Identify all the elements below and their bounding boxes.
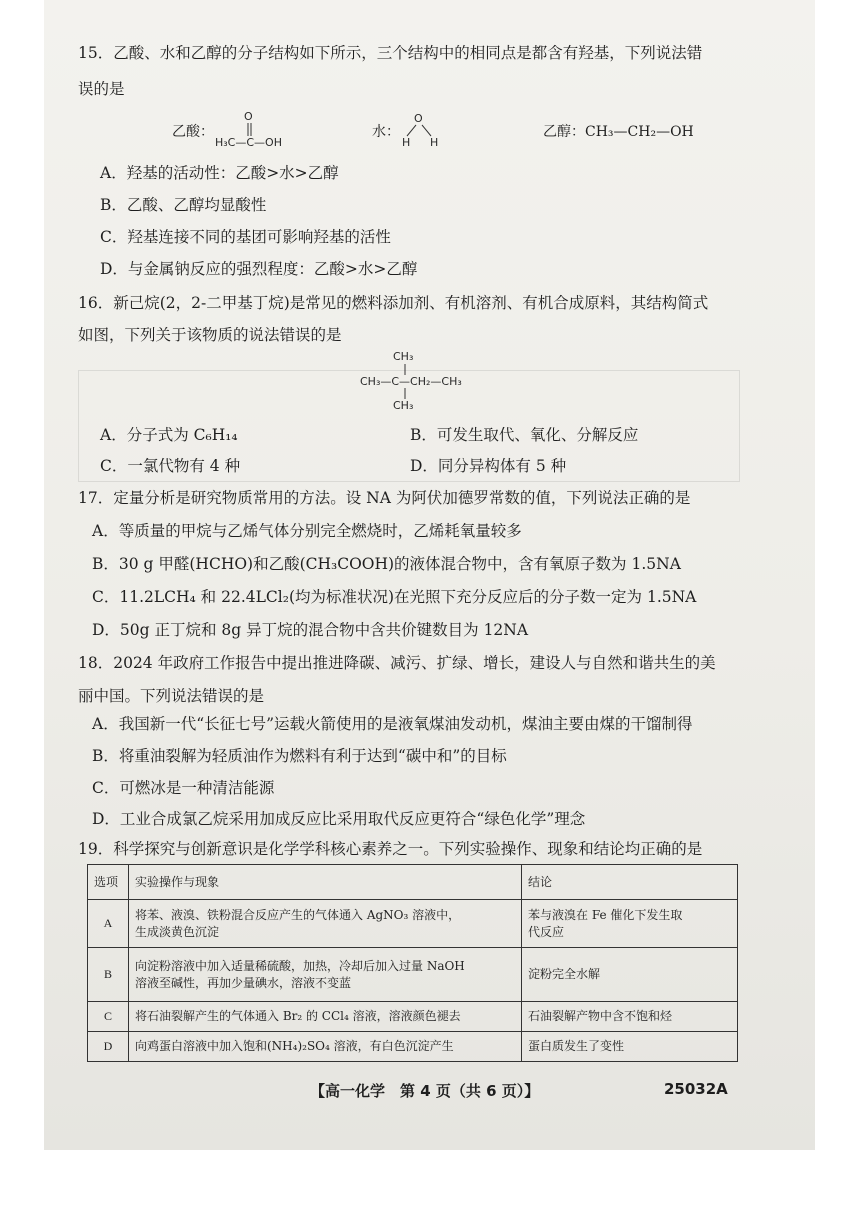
q19-stem-line1: 19．科学探究与创新意识是化学学科核心素养之一。下列实验操作、现象和结论均正确的是 xyxy=(78,840,703,858)
row-conclusion: 石油裂解产物中含不饱和烃 xyxy=(522,1002,738,1032)
page-footer-label: 【高一化学 第 4 页（共 6 页）】 xyxy=(310,1082,540,1100)
row-conclusion xyxy=(522,900,738,948)
table-row xyxy=(88,948,738,1002)
table-header-row xyxy=(88,865,738,900)
q16-stem-line1: 16．新己烷(2，2-二甲基丁烷)是常见的燃料添加剂、有机溶剂、有机合成原料，其结构简式 xyxy=(78,294,709,312)
q16-stem-line2: 如图，下列关于该物质的说法错误的是 xyxy=(78,326,342,344)
row-operation: 向鸡蛋白溶液中加入饱和(NH₄)₂SO₄ 溶液，有白色沉淀产生 xyxy=(129,1032,522,1062)
acetic-acid-double-bond xyxy=(245,123,255,137)
row-conclusion-line: 代反应 xyxy=(528,924,565,939)
row-operation: 将石油裂解产生的气体通入 Br₂ 的 CCl₄ 溶液，溶液颜色褪去 xyxy=(129,1002,522,1032)
water-h-right: H xyxy=(430,136,439,149)
acetic-acid-label: 乙酸： xyxy=(172,124,214,140)
row-operation-line: 向淀粉溶液中加入适量稀硫酸，加热，冷却后加入过量 NaOH xyxy=(135,958,465,973)
water-o: O xyxy=(414,112,423,125)
row-conclusion: 蛋白质发生了变性 xyxy=(522,1032,738,1062)
acetic-acid-chain: H₃C—C—OH xyxy=(215,136,282,149)
header-option: 选项 xyxy=(88,865,129,900)
row-operation-line: 生成淡黄色沉淀 xyxy=(135,924,220,939)
table-row xyxy=(88,1002,738,1032)
header-operation: 实验操作与现象 xyxy=(129,865,522,900)
row-operation-line: 将苯、液溴、铁粉混合反应产生的气体通入 AgNO₃ 溶液中， xyxy=(135,907,461,922)
row-option: B xyxy=(88,948,129,1002)
q15-stem-line2: 误的是 xyxy=(78,80,125,98)
q16-option-a: A．分子式为 C₆H₁₄ xyxy=(100,426,238,444)
row-conclusion: 淀粉完全水解 xyxy=(522,948,738,1002)
q18-option-a: A．我国新一代“长征七号”运载火箭使用的是液氧煤油发动机，煤油主要由煤的干馏制得 xyxy=(92,715,693,733)
exam-code: 25032A xyxy=(664,1080,728,1098)
q15-option-a: A．羟基的活动性：乙酸>水>乙醇 xyxy=(100,164,339,182)
q17-option-d: D．50g 正丁烷和 8g 异丁烷的混合物中含共价键数目为 12NA xyxy=(92,621,529,639)
q17-stem-line1: 17．定量分析是研究物质常用的方法。设 NA 为阿伏加德罗常数的值，下列说法正确的是 xyxy=(78,489,691,507)
row-option: A xyxy=(88,900,129,948)
q17-option-c: C．11.2LCH₄ 和 22.4LCl₂(均为标准状况)在光照下充分反应后的分子数一定为 1.5NA xyxy=(92,588,697,606)
q17-option-a: A．等质量的甲烷与乙烯气体分别完全燃烧时，乙烯耗氧量较多 xyxy=(92,522,522,540)
table-row xyxy=(88,1032,738,1062)
structure-top-ch3: CH₃ xyxy=(393,350,414,363)
q16-option-c: C．一氯代物有 4 种 xyxy=(100,457,241,475)
row-option: D xyxy=(88,1032,129,1062)
ethanol-formula: 乙醇：CH₃—CH₂—OH xyxy=(543,124,694,140)
row-conclusion-line: 苯与液溴在 Fe 催化下发生取 xyxy=(528,907,683,922)
acetic-acid-o: O xyxy=(244,110,253,123)
header-conclusion: 结论 xyxy=(522,865,738,900)
structure-main-chain: CH₃—C—CH₂—CH₃ xyxy=(360,375,462,388)
experiment-table xyxy=(87,864,738,1062)
q15-option-b: B．乙酸、乙醇均显酸性 xyxy=(100,196,267,214)
q15-option-d: D．与金属钠反应的强烈程度：乙酸>水>乙醇 xyxy=(100,260,418,278)
water-label: 水： xyxy=(372,124,400,140)
q16-option-d: D．同分异构体有 5 种 xyxy=(410,457,567,475)
table-row xyxy=(88,900,738,948)
q17-option-b: B．30 g 甲醛(HCHO)和乙酸(CH₃COOH)的液体混合物中，含有氧原子数为 1.5NA xyxy=(92,555,681,573)
structure-bottom-ch3: CH₃ xyxy=(393,399,414,412)
q16-option-b: B．可发生取代、氧化、分解反应 xyxy=(410,426,639,444)
q15-stem-line1: 15．乙酸、水和乙醇的分子结构如下所示，三个结构中的相同点是都含有羟基，下列说法错 xyxy=(78,44,703,62)
q18-option-c: C．可燃冰是一种清洁能源 xyxy=(92,779,275,797)
q18-option-d: D．工业合成氯乙烷采用加成反应比采用取代反应更符合“绿色化学”理念 xyxy=(92,810,586,828)
q18-stem-line1: 18．2024 年政府工作报告中提出推进降碳、减污、扩绿、增长，建设人与自然和谐共生的美 xyxy=(78,654,716,672)
row-option: C xyxy=(88,1002,129,1032)
q18-option-b: B．将重油裂解为轻质油作为燃料有利于达到“碳中和”的目标 xyxy=(92,747,507,765)
q18-stem-line2: 丽中国。下列说法错误的是 xyxy=(78,687,265,705)
row-operation-line: 溶液至碱性，再加少量碘水，溶液不变蓝 xyxy=(135,975,352,990)
row-operation xyxy=(129,900,522,948)
water-h-left: H xyxy=(402,136,411,149)
row-operation xyxy=(129,948,522,1002)
q15-option-c: C．羟基连接不同的基团可影响羟基的活性 xyxy=(100,228,391,246)
